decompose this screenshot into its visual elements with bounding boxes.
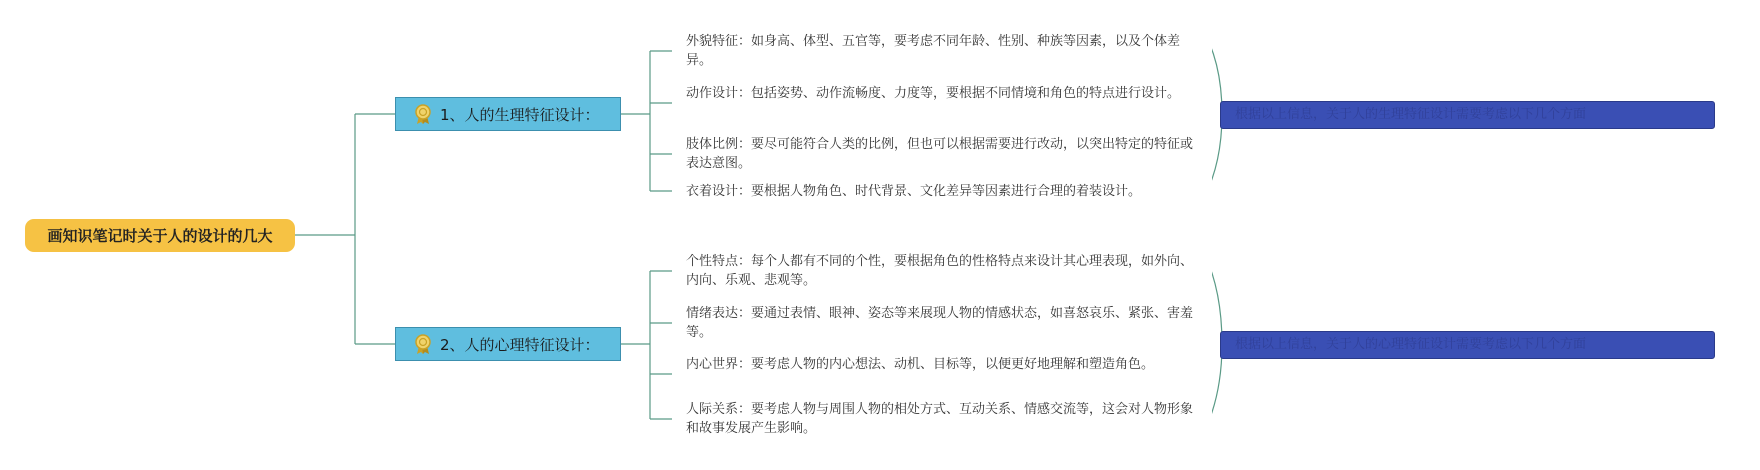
leaf-personality[interactable]: 个性特点：每个人都有不同的个性，要根据角色的性格特点来设计其心理表现，如外向、内向、乐观、悲观等。 <box>686 254 1194 288</box>
leaf-clothing[interactable]: 衣着设计：要根据人物角色、时代背景、文化差异等因素进行合理的着装设计。 <box>686 184 1142 199</box>
summary-physiological[interactable] <box>1220 101 1715 129</box>
branch-label: 1、人的生理特征设计： <box>440 105 600 124</box>
leaf-appearance[interactable]: 外貌特征：如身高、体型、五官等，要考虑不同年龄、性别、种族等因素，以及个体差异。 <box>686 34 1181 68</box>
leaf-group-psychological <box>672 240 1212 442</box>
leaf-relationships[interactable]: 人际关系：要考虑人物与周围人物的相处方式、互动关系、情感交流等，这会对人物形象和故事发展产生影响。 <box>686 402 1194 436</box>
leaf-motion[interactable]: 动作设计：包括姿势、动作流畅度、力度等，要根据不同情境和角色的特点进行设计。 <box>686 86 1181 101</box>
award-ribbon-icon <box>412 333 434 355</box>
award-ribbon-icon <box>412 103 434 125</box>
summary-label: 根据以上信息，关于人的心理特征设计需要考虑以下几个方面 <box>1235 337 1587 352</box>
summary-label: 根据以上信息，关于人的生理特征设计需要考虑以下几个方面 <box>1235 107 1587 122</box>
summary-psychological[interactable] <box>1220 331 1715 359</box>
branch-psychological[interactable] <box>395 327 621 361</box>
leaf-inner-world[interactable]: 内心世界：要考虑人物的内心想法、动机、目标等，以便更好地理解和塑造角色。 <box>686 357 1155 372</box>
root-node[interactable] <box>25 219 295 252</box>
leaf-emotion[interactable]: 情绪表达：要通过表情、眼神、姿态等来展现人物的情感状态，如喜怒哀乐、紧张、害羞等。 <box>686 306 1194 340</box>
leaf-proportion[interactable]: 肢体比例：要尽可能符合人类的比例，但也可以根据需要进行改动，以突出特定的特征或表达意图。 <box>686 137 1194 171</box>
branch-physiological[interactable] <box>395 97 621 131</box>
leaf-group-physiological <box>672 20 1212 206</box>
branch-label: 2、人的心理特征设计： <box>440 335 600 354</box>
root-label: 画知识笔记时关于人的设计的几大 <box>47 227 273 245</box>
